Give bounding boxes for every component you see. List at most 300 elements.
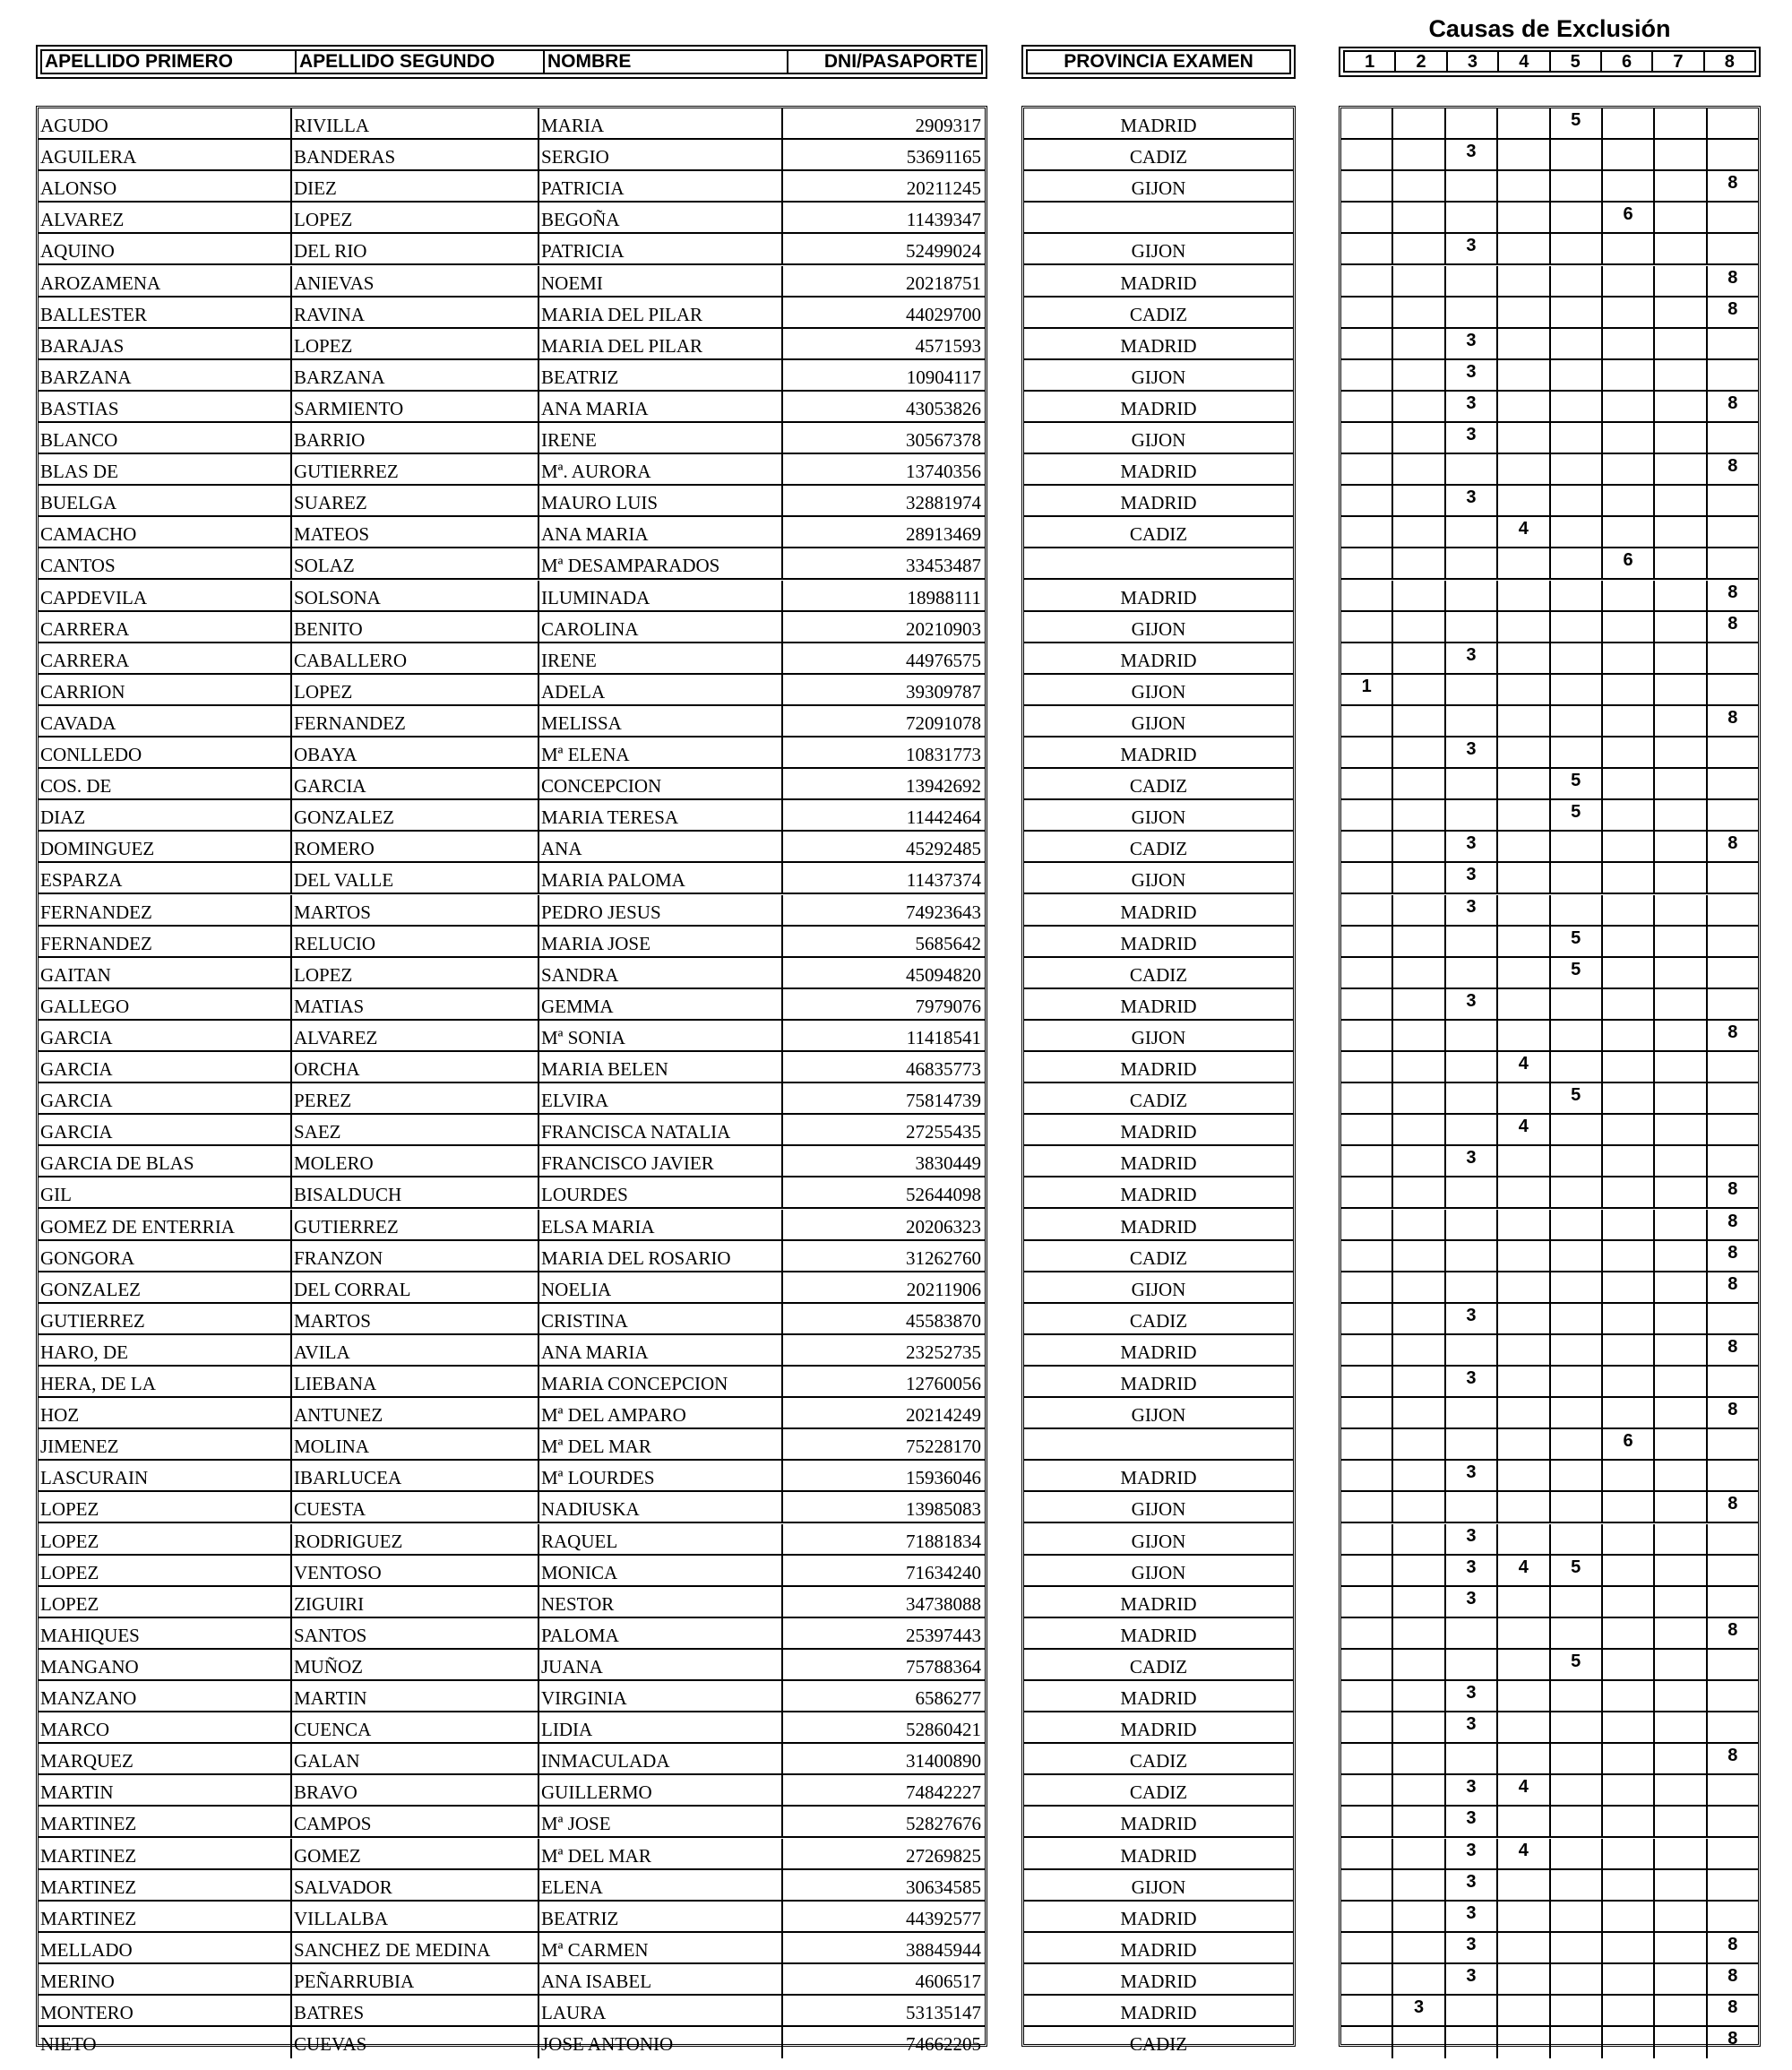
cell-apellido-segundo: GUTIERREZ xyxy=(292,1210,539,1239)
cell-causa-1 xyxy=(1341,1744,1393,1773)
cell-causa-4 xyxy=(1498,203,1550,232)
cell-causa-8 xyxy=(1708,1681,1758,1711)
cell-provincia: MADRID xyxy=(1120,1844,1197,1867)
cell-causa-1 xyxy=(1341,1241,1393,1271)
cell-provincia: MADRID xyxy=(1120,1121,1197,1143)
cell-causa-1 xyxy=(1341,171,1393,201)
cell-causa-6 xyxy=(1603,1367,1655,1396)
cell-causa-5 xyxy=(1551,203,1603,232)
cell-causa-2 xyxy=(1393,329,1445,358)
causas-row xyxy=(1341,1807,1758,1838)
cell-causa-4 xyxy=(1498,1146,1550,1176)
cell-provincia: CADIZ xyxy=(1129,963,1188,986)
cell-causa-8: 8 xyxy=(1727,1179,1738,1200)
cell-dni: 20206323 xyxy=(906,1215,981,1238)
cell-dni: 52644098 xyxy=(906,1184,981,1206)
cell-nombre: ADELA xyxy=(539,675,783,704)
cell-causa-3: 3 xyxy=(1446,895,1498,925)
cell-apellido-primero: MARTINEZ xyxy=(39,1870,292,1900)
cell-causa-8: 8 xyxy=(1727,298,1738,319)
cell-causa-5: 5 xyxy=(1551,927,1603,956)
table-row xyxy=(39,1177,985,1209)
cell-causa-5 xyxy=(1551,517,1603,547)
cell-causa-7 xyxy=(1655,769,1707,798)
cell-causa-4 xyxy=(1498,1083,1550,1113)
cell-apellido-primero: GARCIA DE BLAS xyxy=(39,1146,292,1176)
cell-causa-8: 8 xyxy=(1727,582,1738,602)
causas-row xyxy=(1341,675,1758,706)
cell-apellido-primero: BASTIAS xyxy=(39,392,292,421)
table-row xyxy=(39,1524,985,1556)
cell-causa-3: 3 xyxy=(1446,1524,1498,1554)
table-row xyxy=(39,329,985,360)
cell-causa-2 xyxy=(1393,486,1445,515)
cell-provincia: MADRID xyxy=(1120,1813,1197,1835)
provincia-row xyxy=(1024,1996,1293,2027)
cell-causa-8 xyxy=(1708,1367,1758,1396)
cell-causa-4 xyxy=(1498,486,1550,515)
cell-apellido-primero: DOMINGUEZ xyxy=(39,832,292,861)
cell-causa-8: 8 xyxy=(1727,1965,1738,1986)
causas-row xyxy=(1341,517,1758,548)
cell-causa-1 xyxy=(1341,989,1393,1019)
cell-causa-1 xyxy=(1341,737,1393,767)
cell-apellido-segundo: LOPEZ xyxy=(292,675,539,704)
cell-dni: 75788364 xyxy=(906,1655,981,1678)
provincia-row xyxy=(1024,1492,1293,1523)
cell-causa-2 xyxy=(1393,1492,1445,1522)
cell-dni: 28913469 xyxy=(906,523,981,546)
provincia-row xyxy=(1024,548,1293,580)
cell-causa-6 xyxy=(1603,1492,1655,1522)
cell-nombre: LIDIA xyxy=(539,1712,783,1742)
cell-causa-8 xyxy=(1708,643,1758,673)
header-apellido-primero: APELLIDO PRIMERO xyxy=(42,51,297,73)
cell-causa-4: 4 xyxy=(1498,1115,1550,1144)
cell-causa-1 xyxy=(1341,1398,1393,1427)
cell-apellido-primero: CARRERA xyxy=(39,612,292,642)
causas-row xyxy=(1341,486,1758,517)
cell-causa-2 xyxy=(1393,1933,1445,1962)
cell-dni: 3830449 xyxy=(915,1152,981,1175)
cell-nombre: BEGOÑA xyxy=(539,203,783,232)
cell-apellido-primero: HARO, DE xyxy=(39,1335,292,1365)
cell-causa-8: 8 xyxy=(1727,1273,1738,1294)
cell-apellido-primero: CAPDEVILA xyxy=(39,581,292,610)
cell-provincia: MADRID xyxy=(1120,1467,1197,1489)
cell-causa-7 xyxy=(1655,1587,1707,1617)
provincia-row xyxy=(1024,832,1293,863)
cell-dni: 44976575 xyxy=(906,649,981,671)
cell-causa-6 xyxy=(1603,171,1655,201)
cell-causa-5 xyxy=(1551,329,1603,358)
cell-causa-5 xyxy=(1551,2027,1603,2058)
table-row xyxy=(39,203,985,234)
cell-nombre: GEMMA xyxy=(539,989,783,1019)
cell-causa-5 xyxy=(1551,1744,1603,1773)
provincia-row xyxy=(1024,298,1293,329)
cell-apellido-primero: BLAS DE xyxy=(39,454,292,484)
cell-causa-5 xyxy=(1551,581,1603,610)
cell-causa-2 xyxy=(1393,1775,1445,1805)
cell-dni: 74842227 xyxy=(906,1781,981,1804)
cell-dni: 34738088 xyxy=(906,1592,981,1615)
cell-causa-4: 4 xyxy=(1498,1556,1550,1585)
cell-causa-4 xyxy=(1498,298,1550,327)
provincia-row xyxy=(1024,203,1293,234)
cell-apellido-primero: GONZALEZ xyxy=(39,1272,292,1302)
provincia-row xyxy=(1024,895,1293,927)
causa-number-8: 8 xyxy=(1724,52,1735,72)
causas-row xyxy=(1341,1556,1758,1587)
cell-causa-6 xyxy=(1603,1839,1655,1868)
cell-causa-2 xyxy=(1393,203,1445,232)
cell-causa-1 xyxy=(1341,800,1393,830)
cell-causa-7 xyxy=(1655,675,1707,704)
cell-provincia: MADRID xyxy=(1120,1184,1197,1206)
cell-causa-7 xyxy=(1655,1996,1707,2025)
cell-causa-2 xyxy=(1393,737,1445,767)
causas-row xyxy=(1341,958,1758,989)
table-row xyxy=(39,1839,985,1870)
cell-causa-2 xyxy=(1393,548,1445,578)
cell-dni: 2909317 xyxy=(915,115,981,136)
cell-nombre: NOELIA xyxy=(539,1272,783,1302)
causas-row xyxy=(1341,392,1758,423)
cell-causa-3: 3 xyxy=(1446,1587,1498,1617)
cell-causa-4 xyxy=(1498,895,1550,925)
cell-apellido-primero: CAVADA xyxy=(39,706,292,736)
provincia-row xyxy=(1024,1461,1293,1492)
table-row xyxy=(39,1870,985,1902)
causas-row xyxy=(1341,1304,1758,1335)
provincia-row xyxy=(1024,1429,1293,1461)
cell-nombre: MARIA xyxy=(539,108,783,138)
cell-provincia: MADRID xyxy=(1120,901,1197,923)
cell-causa-8 xyxy=(1708,329,1758,358)
cell-apellido-segundo: CABALLERO xyxy=(292,643,539,673)
causa-number-5: 5 xyxy=(1551,52,1602,71)
cell-causa-8: 8 xyxy=(1727,1934,1738,1954)
cell-causa-4 xyxy=(1498,1807,1550,1836)
header-nombre: NOMBRE xyxy=(545,51,788,73)
cell-causa-5 xyxy=(1551,1429,1603,1459)
cell-causa-3: 3 xyxy=(1446,1146,1498,1176)
cell-nombre: FRANCISCA NATALIA xyxy=(539,1115,783,1144)
cell-causa-3 xyxy=(1446,927,1498,956)
cell-causa-4 xyxy=(1498,1933,1550,1962)
cell-nombre: NADIUSKA xyxy=(539,1492,783,1522)
cell-causa-5: 5 xyxy=(1551,1650,1603,1679)
cell-causa-3: 3 xyxy=(1446,1807,1498,1836)
cell-causa-4 xyxy=(1498,1744,1550,1773)
cell-provincia: MADRID xyxy=(1120,1058,1197,1080)
cell-apellido-primero: MARTINEZ xyxy=(39,1902,292,1931)
provincia-row xyxy=(1024,1021,1293,1052)
table-row xyxy=(39,1367,985,1398)
provincia-row xyxy=(1024,1744,1293,1775)
cell-causa-4 xyxy=(1498,360,1550,390)
causas-row xyxy=(1341,1210,1758,1241)
cell-causa-6 xyxy=(1603,1712,1655,1742)
provincia-row xyxy=(1024,1839,1293,1870)
cell-apellido-segundo: SUAREZ xyxy=(292,486,539,515)
cell-dni: 31400890 xyxy=(906,1750,981,1772)
cell-causa-5 xyxy=(1551,895,1603,925)
cell-causa-8 xyxy=(1708,895,1758,925)
table-row xyxy=(39,1618,985,1650)
cell-causa-5: 5 xyxy=(1551,1556,1603,1585)
table-row xyxy=(39,895,985,927)
table-row xyxy=(39,769,985,800)
cell-causa-4 xyxy=(1498,171,1550,201)
table-row xyxy=(39,675,985,706)
cell-nombre: LOURDES xyxy=(539,1177,783,1207)
cell-nombre: VIRGINIA xyxy=(539,1681,783,1711)
cell-causa-8 xyxy=(1708,423,1758,453)
cell-causa-4 xyxy=(1498,612,1550,642)
cell-apellido-primero: GARCIA xyxy=(39,1052,292,1082)
cell-provincia: GIJON xyxy=(1131,1404,1186,1427)
table-row xyxy=(39,1272,985,1304)
cell-causa-3: 3 xyxy=(1446,1839,1498,1868)
cell-provincia: GIJON xyxy=(1131,1876,1186,1898)
cell-provincia: MADRID xyxy=(1120,1719,1197,1741)
cell-causa-5 xyxy=(1551,1807,1603,1836)
cell-causa-7 xyxy=(1655,203,1707,232)
cell-apellido-primero: GUTIERREZ xyxy=(39,1304,292,1333)
cell-apellido-primero: GONGORA xyxy=(39,1241,292,1271)
provincia-row xyxy=(1024,612,1293,643)
cell-causa-8 xyxy=(1708,1870,1758,1900)
causa-number-4: 4 xyxy=(1499,52,1550,71)
provincia-row xyxy=(1024,1304,1293,1335)
cell-causa-7 xyxy=(1655,958,1707,988)
cell-causa-3: 3 xyxy=(1446,1775,1498,1805)
cell-provincia: MADRID xyxy=(1120,1152,1197,1175)
cell-causa-1 xyxy=(1341,140,1393,169)
cell-causa-5 xyxy=(1551,1933,1603,1962)
cell-apellido-primero: LOPEZ xyxy=(39,1492,292,1522)
cell-dni: 46835773 xyxy=(906,1058,981,1080)
cell-causa-2 xyxy=(1393,927,1445,956)
cell-causa-3 xyxy=(1446,517,1498,547)
table-row xyxy=(39,1146,985,1177)
cell-nombre: INMACULADA xyxy=(539,1744,783,1773)
cell-apellido-primero: JIMENEZ xyxy=(39,1429,292,1459)
cell-causa-4 xyxy=(1498,1367,1550,1396)
cell-causa-8: 8 xyxy=(1727,1242,1738,1263)
cell-causa-7 xyxy=(1655,360,1707,390)
cell-causa-7 xyxy=(1655,486,1707,515)
cell-causa-1 xyxy=(1341,1650,1393,1679)
cell-causa-3: 3 xyxy=(1446,329,1498,358)
table-row xyxy=(39,298,985,329)
cell-causa-6 xyxy=(1603,266,1655,296)
cell-causa-2 xyxy=(1393,1902,1445,1931)
cell-causa-8: 8 xyxy=(1727,1400,1738,1420)
cell-causa-6 xyxy=(1603,927,1655,956)
table-row xyxy=(39,1681,985,1712)
cell-nombre: MAURO LUIS xyxy=(539,486,783,515)
cell-causa-5 xyxy=(1551,1902,1603,1931)
cell-causa-3: 3 xyxy=(1446,1902,1498,1931)
cell-causa-7 xyxy=(1655,1115,1707,1144)
cell-nombre: ANA MARIA xyxy=(539,392,783,421)
causas-row xyxy=(1341,863,1758,894)
cell-apellido-segundo: RAVINA xyxy=(292,298,539,327)
cell-nombre: Mª DESAMPARADOS xyxy=(539,548,783,578)
cell-provincia: GIJON xyxy=(1131,366,1186,388)
cell-apellido-segundo: PEREZ xyxy=(292,1083,539,1113)
cell-causa-8 xyxy=(1708,203,1758,232)
cell-causa-7 xyxy=(1655,612,1707,642)
cell-causa-5 xyxy=(1551,1241,1603,1271)
cell-causa-3: 3 xyxy=(1446,392,1498,421)
cell-nombre: ELSA MARIA xyxy=(539,1210,783,1239)
cell-provincia: CADIZ xyxy=(1129,1750,1188,1772)
provincia-row xyxy=(1024,1712,1293,1744)
cell-nombre: Mª DEL AMPARO xyxy=(539,1398,783,1427)
cell-causa-1 xyxy=(1341,1839,1393,1868)
cell-causa-7 xyxy=(1655,1933,1707,1962)
cell-dni: 45583870 xyxy=(906,1309,981,1332)
cell-causa-7 xyxy=(1655,1618,1707,1648)
cell-provincia: CADIZ xyxy=(1129,146,1188,168)
causas-row xyxy=(1341,1367,1758,1398)
cell-causa-6: 6 xyxy=(1603,203,1655,232)
cell-provincia: MADRID xyxy=(1120,932,1197,954)
table-row xyxy=(39,108,985,140)
cell-provincia xyxy=(1024,1429,1293,1459)
causas-row xyxy=(1341,989,1758,1021)
cell-causa-1 xyxy=(1341,1367,1393,1396)
cell-apellido-primero: BLANCO xyxy=(39,423,292,453)
cell-apellido-segundo: GALAN xyxy=(292,1744,539,1773)
cell-causa-5 xyxy=(1551,234,1603,263)
provincia-row xyxy=(1024,675,1293,706)
cell-causa-5 xyxy=(1551,989,1603,1019)
cell-causa-2 xyxy=(1393,1210,1445,1239)
cell-causa-1 xyxy=(1341,392,1393,421)
cell-causa-1 xyxy=(1341,706,1393,736)
causas-row xyxy=(1341,1461,1758,1492)
cell-causa-7 xyxy=(1655,581,1707,610)
cell-causa-3 xyxy=(1446,203,1498,232)
cell-causa-7 xyxy=(1655,1304,1707,1333)
cell-causa-3 xyxy=(1446,108,1498,138)
provincia-row xyxy=(1024,140,1293,171)
cell-apellido-segundo: MOLINA xyxy=(292,1429,539,1459)
causas-row xyxy=(1341,1335,1758,1367)
cell-causa-3 xyxy=(1446,1210,1498,1239)
cell-causa-1 xyxy=(1341,329,1393,358)
cell-causa-3: 3 xyxy=(1446,1367,1498,1396)
cell-provincia: GIJON xyxy=(1131,806,1186,829)
cell-causa-6 xyxy=(1603,643,1655,673)
cell-causa-6 xyxy=(1603,1996,1655,2025)
cell-causa-3 xyxy=(1446,2027,1498,2058)
cell-causa-3: 3 xyxy=(1446,1870,1498,1900)
causas-row xyxy=(1341,643,1758,675)
cell-apellido-segundo: MATEOS xyxy=(292,517,539,547)
cell-apellido-segundo: SANTOS xyxy=(292,1618,539,1648)
causas-row xyxy=(1341,737,1758,769)
cell-causa-3: 3 xyxy=(1446,643,1498,673)
cell-causa-7 xyxy=(1655,1556,1707,1585)
cell-causa-5 xyxy=(1551,1524,1603,1554)
causas-row xyxy=(1341,1177,1758,1209)
provincia-row xyxy=(1024,643,1293,675)
provincia-row xyxy=(1024,737,1293,769)
causa-number-2: 2 xyxy=(1396,52,1447,71)
cell-causa-5 xyxy=(1551,1681,1603,1711)
cell-nombre: MARIA JOSE xyxy=(539,927,783,956)
cell-apellido-segundo: PEÑARRUBIA xyxy=(292,1964,539,1994)
cell-causa-6 xyxy=(1603,1964,1655,1994)
cell-nombre: NOEMI xyxy=(539,266,783,296)
provincia-row xyxy=(1024,266,1293,298)
cell-causa-2 xyxy=(1393,1367,1445,1396)
cell-provincia: GIJON xyxy=(1131,869,1186,892)
provincia-row xyxy=(1024,1210,1293,1241)
cell-causa-8: 8 xyxy=(1727,833,1738,854)
cell-causa-8 xyxy=(1708,1304,1758,1333)
cell-apellido-segundo: ZIGUIRI xyxy=(292,1587,539,1617)
cell-causa-6 xyxy=(1603,1902,1655,1931)
cell-causa-1 xyxy=(1341,1964,1393,1994)
cell-provincia: MADRID xyxy=(1120,1373,1197,1394)
cell-causa-3 xyxy=(1446,1744,1498,1773)
cell-causa-8: 8 xyxy=(1727,267,1738,288)
cell-provincia: MADRID xyxy=(1120,586,1197,608)
causas-row xyxy=(1341,266,1758,298)
table-row xyxy=(39,1807,985,1838)
cell-causa-7 xyxy=(1655,329,1707,358)
cell-apellido-segundo: BARZANA xyxy=(292,360,539,390)
cell-apellido-segundo: BATRES xyxy=(292,1996,539,2025)
cell-causa-5 xyxy=(1551,612,1603,642)
table-row xyxy=(39,581,985,612)
cell-provincia: MADRID xyxy=(1120,461,1197,483)
cell-causa-3 xyxy=(1446,1083,1498,1113)
cell-apellido-primero: HOZ xyxy=(39,1398,292,1427)
cell-apellido-primero: CARRERA xyxy=(39,643,292,673)
cell-causa-4 xyxy=(1498,1996,1550,2025)
cell-causa-3: 3 xyxy=(1446,1461,1498,1490)
cell-apellido-primero: BUELGA xyxy=(39,486,292,515)
cell-causa-2 xyxy=(1393,675,1445,704)
cell-causa-6 xyxy=(1603,1177,1655,1207)
cell-causa-7 xyxy=(1655,706,1707,736)
cell-causa-5 xyxy=(1551,360,1603,390)
cell-provincia: MADRID xyxy=(1120,1624,1197,1646)
cell-apellido-primero: AGUDO xyxy=(39,108,292,138)
cell-causa-8 xyxy=(1708,1839,1758,1868)
causas-row xyxy=(1341,1587,1758,1618)
cell-causa-1 xyxy=(1341,486,1393,515)
cell-causa-1 xyxy=(1341,1304,1393,1333)
cell-nombre: MARIA BELEN xyxy=(539,1052,783,1082)
cell-provincia: CADIZ xyxy=(1129,303,1188,325)
cell-causa-4 xyxy=(1498,1241,1550,1271)
cell-causa-1 xyxy=(1341,266,1393,296)
cell-causa-7 xyxy=(1655,1492,1707,1522)
cell-provincia: CADIZ xyxy=(1129,775,1188,798)
cell-causa-3 xyxy=(1446,1618,1498,1648)
cell-causa-7 xyxy=(1655,1398,1707,1427)
cell-apellido-segundo: DEL VALLE xyxy=(292,863,539,893)
